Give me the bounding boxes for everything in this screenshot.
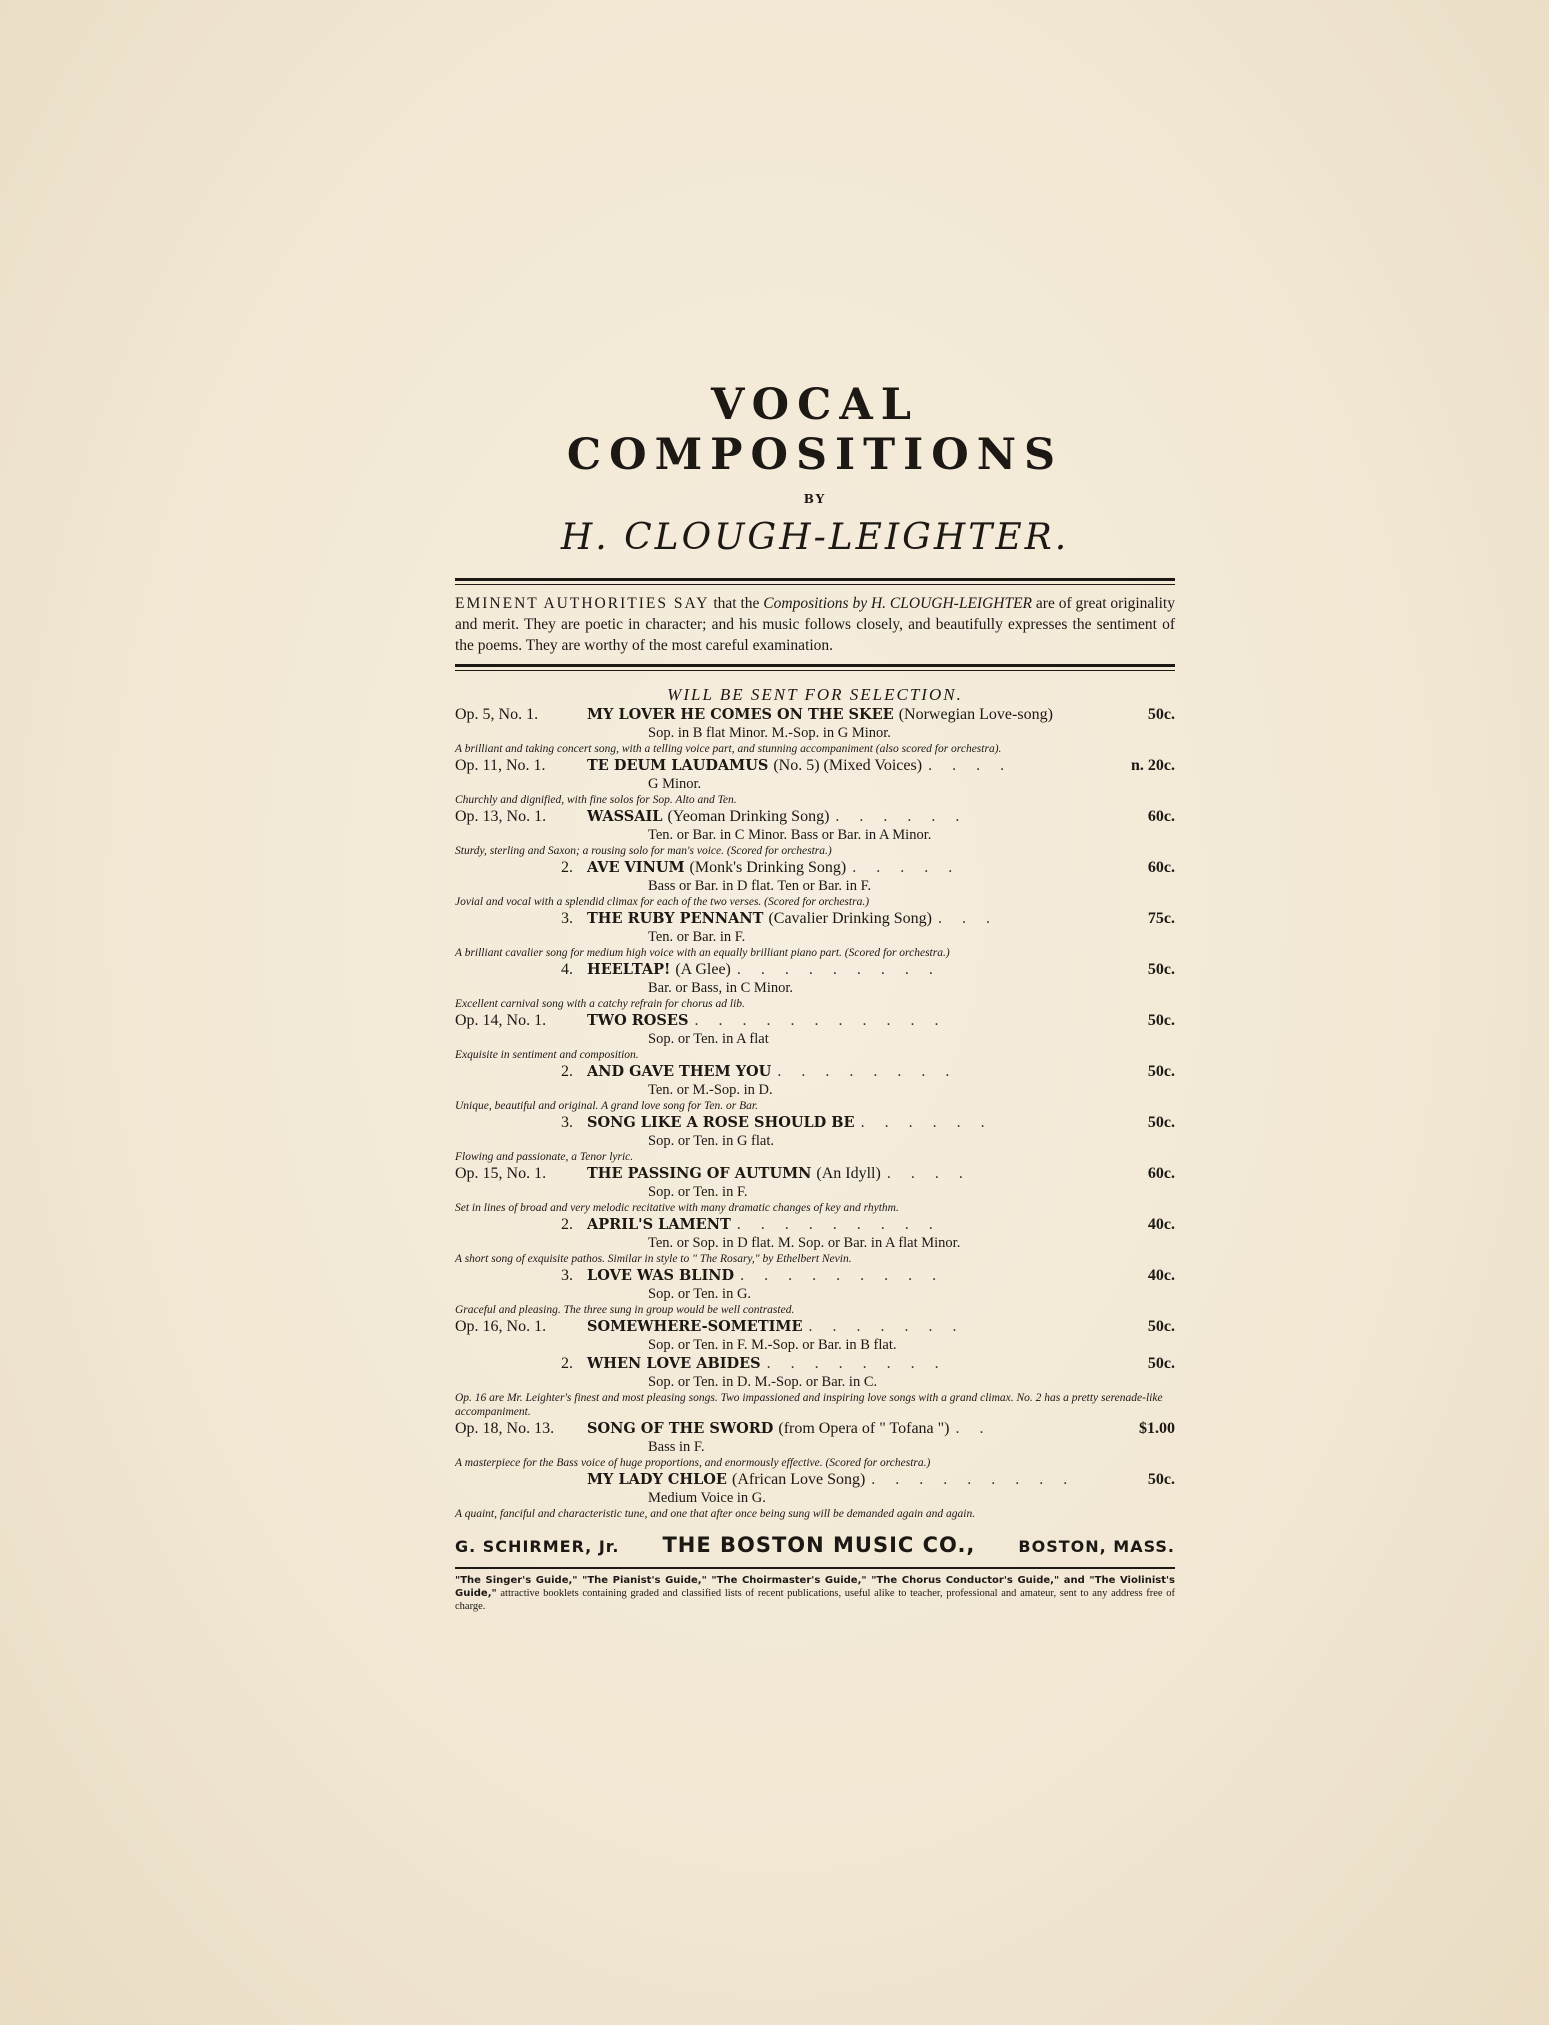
voice-keys: Sop. in B flat Minor. M.-Sop. in G Minor. xyxy=(648,725,891,741)
song-row xyxy=(455,807,1175,827)
song-row xyxy=(455,909,1175,929)
song-entry xyxy=(455,807,1175,858)
dot-leader: . . xyxy=(955,1420,992,1437)
song-price: $1.00 xyxy=(1139,1420,1175,1437)
composer-name: H. CLOUGH-LEIGHTER. xyxy=(560,517,1070,558)
song-description: Jovial and vocal with a splendid climax for each of the two verses. (Scored for orchestra.) xyxy=(455,896,870,908)
dot-leader: . . . . . . . . xyxy=(766,1355,947,1372)
song-entry xyxy=(455,1470,1175,1521)
song-price: 60c. xyxy=(1147,1165,1175,1182)
dot-leader: . . . . xyxy=(886,1165,971,1182)
song-price: 50c. xyxy=(1147,1318,1175,1335)
intro-that: that the xyxy=(709,595,764,612)
dot-leader: . . . . . . . . . . . xyxy=(694,1012,947,1029)
song-price: 40c. xyxy=(1147,1267,1175,1284)
song-title: APRIL'S LAMENT xyxy=(587,1216,731,1233)
song-description: Set in lines of broad and very melodic recitative with many dramatic changes of key and rhythm. xyxy=(455,1202,899,1214)
intro-lead: EMINENT AUTHORITIES SAY xyxy=(455,595,710,612)
opus-number: 2. xyxy=(561,859,573,876)
opus-number: 4. xyxy=(561,961,573,978)
song-row xyxy=(455,1419,1175,1439)
opus-number: 3. xyxy=(561,1114,573,1131)
dot-leader: . . . xyxy=(937,910,998,927)
voice-keys: Ten. or M.-Sop. in D. xyxy=(648,1082,773,1098)
song-entry xyxy=(455,1113,1175,1164)
song-description: Exquisite in sentiment and composition. xyxy=(455,1049,639,1061)
intro-compositions: Compositions by H. CLOUGH-LEIGHTER xyxy=(763,595,1033,612)
song-price: 40c. xyxy=(1147,1216,1175,1233)
dot-leader: . . . . . . . . . xyxy=(740,1267,945,1284)
song-description: A brilliant and taking concert song, with a telling voice part, and stunning accompaniment (also scored for orchestra). xyxy=(455,743,1002,755)
song-price: 50c. xyxy=(1147,1063,1175,1080)
song-description: Flowing and passionate, a Tenor lyric. xyxy=(455,1151,634,1163)
song-row xyxy=(455,705,1175,725)
intro-paragraph xyxy=(455,593,1175,656)
song-title: AND GAVE THEM YOU xyxy=(587,1063,772,1080)
opus-number: 3. xyxy=(561,1267,573,1284)
dot-leader: . . . . . xyxy=(852,859,961,876)
song-title: MY LOVER HE COMES ON THE SKEE xyxy=(587,706,894,723)
voice-keys: Sop. or Ten. in D. M.-Sop. or Bar. in C. xyxy=(648,1374,878,1390)
song-row xyxy=(455,1011,1175,1031)
voice-keys: Ten. or Bar. in F. xyxy=(648,929,746,945)
song-price: 60c. xyxy=(1147,859,1175,876)
song-title: THE RUBY PENNANT xyxy=(587,910,764,927)
song-description: Op. 16 are Mr. Leighter's finest and most pleasing songs. Two impassioned and inspiring love songs with a grand climax. No. 2 has a pretty serenade-like accompaniment. xyxy=(455,1392,1163,1418)
opus-number: 2. xyxy=(561,1216,573,1233)
voice-keys: Sop. or Ten. in G. xyxy=(648,1286,752,1302)
song-entry xyxy=(455,1354,1175,1419)
dot-leader: . . . . xyxy=(928,757,1013,774)
dot-leader: . . . . . . . . . xyxy=(736,1216,941,1233)
song-subtitle: (No. 5) (Mixed Voices) xyxy=(773,757,923,774)
by-label: BY xyxy=(803,492,827,506)
song-row xyxy=(455,1266,1175,1286)
song-description: Excellent carnival song with a catchy refrain for chorus ad lib. xyxy=(455,998,745,1010)
song-entry xyxy=(455,1062,1175,1113)
voice-keys: G Minor. xyxy=(648,776,702,792)
song-subtitle: (from Opera of " Tofana ") xyxy=(778,1420,950,1437)
song-subtitle: (Cavalier Drinking Song) xyxy=(768,910,932,927)
song-entry xyxy=(455,1419,1175,1470)
song-price: 50c. xyxy=(1147,961,1175,978)
song-row xyxy=(455,1062,1175,1082)
song-title: THE PASSING OF AUTUMN xyxy=(587,1165,812,1182)
opus-number: Op. 14, No. 1. xyxy=(455,1012,547,1029)
song-price: 50c. xyxy=(1147,1471,1175,1488)
song-title: SONG OF THE SWORD xyxy=(587,1420,774,1437)
dot-leader: . . . . . . . . . xyxy=(736,961,941,978)
song-subtitle: (Monk's Drinking Song) xyxy=(689,859,847,876)
song-entry xyxy=(455,1266,1175,1317)
song-description: Sturdy, sterling and Saxon; a rousing solo for man's voice. (Scored for orchestra.) xyxy=(455,845,832,857)
double-rule xyxy=(455,578,1175,585)
song-row xyxy=(455,756,1175,776)
song-entry xyxy=(455,705,1175,756)
voice-keys: Ten. or Sop. in D flat. M. Sop. or Bar. in A flat Minor. xyxy=(648,1235,961,1251)
song-subtitle: (A Glee) xyxy=(675,961,731,978)
song-title: TWO ROSES xyxy=(587,1012,689,1029)
dot-leader: . . . . . . . . . xyxy=(871,1471,1076,1488)
song-price: 60c. xyxy=(1147,808,1175,825)
song-entry xyxy=(455,1011,1175,1062)
song-row xyxy=(455,960,1175,980)
opus-number: 2. xyxy=(561,1063,573,1080)
song-row xyxy=(455,1215,1175,1235)
footer-note xyxy=(455,1574,1175,1613)
song-title: WHEN LOVE ABIDES xyxy=(587,1355,761,1372)
song-price: 50c. xyxy=(1147,706,1175,723)
publisher-schirmer: G. SCHIRMER, Jr. xyxy=(455,1537,620,1556)
dot-leader: . . . . . . . xyxy=(808,1318,965,1335)
song-row xyxy=(455,1354,1175,1374)
song-title: HEELTAP! xyxy=(587,961,671,978)
song-subtitle: (An Idyll) xyxy=(816,1165,881,1182)
song-title: TE DEUM LAUDAMUS xyxy=(587,757,769,774)
song-entry xyxy=(455,909,1175,960)
song-list xyxy=(455,705,1175,1521)
opus-number: 2. xyxy=(561,1355,573,1372)
song-entry xyxy=(455,1317,1175,1354)
song-subtitle: (Norwegian Love-song) xyxy=(898,706,1053,723)
song-entry xyxy=(455,1164,1175,1215)
song-price: 50c. xyxy=(1147,1114,1175,1131)
opus-number: Op. 13, No. 1. xyxy=(455,808,547,825)
dot-leader: . . . . . . xyxy=(860,1114,993,1131)
voice-keys: Bass or Bar. in D flat. Ten or Bar. in F. xyxy=(648,878,872,894)
publisher-boston-music: THE BOSTON MUSIC CO., xyxy=(662,1533,976,1557)
song-title: AVE VINUM xyxy=(587,859,685,876)
footer-rest: attractive booklets containing graded and classified lists of recent publications, useful alike to teacher, professional and amateur, sent to any address free of charge. xyxy=(455,1588,1175,1612)
voice-keys: Ten. or Bar. in C Minor. Bass or Bar. in A Minor. xyxy=(648,827,932,843)
song-row xyxy=(455,1113,1175,1133)
footer-rule xyxy=(455,1567,1175,1569)
dot-leader: . . . . . . xyxy=(835,808,968,825)
page-title: VOCAL COMPOSITIONS xyxy=(566,380,1064,480)
song-price: 50c. xyxy=(1147,1012,1175,1029)
song-price: 50c. xyxy=(1147,1355,1175,1372)
song-description: Churchly and dignified, with fine solos for Sop. Alto and Ten. xyxy=(455,794,737,806)
voice-keys: Bass in F. xyxy=(648,1439,705,1455)
song-price: n. 20c. xyxy=(1131,757,1175,774)
opus-number: Op. 5, No. 1. xyxy=(455,706,539,723)
song-description: Graceful and pleasing. The three sung in group would be well contrasted. xyxy=(455,1304,795,1316)
voice-keys: Sop. or Ten. in A flat xyxy=(648,1031,769,1047)
voice-keys: Sop. or Ten. in F. M.-Sop. or Bar. in B flat. xyxy=(648,1337,897,1353)
song-title: MY LADY CHLOE xyxy=(587,1471,727,1488)
dot-leader: . . . . . . . . xyxy=(777,1063,958,1080)
selection-heading: WILL BE SENT FOR SELECTION. xyxy=(667,685,963,704)
song-entry xyxy=(455,756,1175,807)
opus-number: Op. 11, No. 1. xyxy=(455,757,546,774)
opus-number: Op. 15, No. 1. xyxy=(455,1165,547,1182)
song-row xyxy=(455,858,1175,878)
intro-rest: are of great originality and merit. They are poetic in character; and his music follows closely, and beautifully expresses the sentiment of the poems. They are worthy of the most careful examination. xyxy=(455,595,1175,654)
double-rule-2 xyxy=(455,664,1175,671)
song-title: LOVE WAS BLIND xyxy=(587,1267,735,1284)
song-entry xyxy=(455,858,1175,909)
song-row xyxy=(455,1164,1175,1184)
publisher-line xyxy=(455,1533,1175,1557)
voice-keys: Sop. or Ten. in F. xyxy=(648,1184,748,1200)
song-description: A brilliant cavalier song for medium high voice with an equally brilliant piano part. (Scored for orchestra.) xyxy=(455,947,950,959)
song-subtitle: (African Love Song) xyxy=(732,1471,866,1488)
song-title: SOMEWHERE-SOMETIME xyxy=(587,1318,803,1335)
song-row xyxy=(455,1470,1175,1490)
song-description: A short song of exquisite pathos. Similar in style to " The Rosary," by Ethelbert Nevin. xyxy=(455,1253,852,1265)
song-entry xyxy=(455,1215,1175,1266)
publisher-city: BOSTON, MASS. xyxy=(1018,1537,1175,1556)
song-entry xyxy=(455,960,1175,1011)
catalog-content xyxy=(455,380,1175,1613)
opus-number: Op. 18, No. 13. xyxy=(455,1420,555,1437)
song-price: 75c. xyxy=(1147,910,1175,927)
song-title: WASSAIL xyxy=(587,808,663,825)
voice-keys: Bar. or Bass, in C Minor. xyxy=(648,980,794,996)
voice-keys: Medium Voice in G. xyxy=(648,1490,766,1506)
song-description: A masterpiece for the Bass voice of huge proportions, and enormously effective. (Scored for orchestra.) xyxy=(455,1457,931,1469)
voice-keys: Sop. or Ten. in G flat. xyxy=(648,1133,774,1149)
footer-guides: "The Singer's Guide," "The Pianist's Guide," "The Choirmaster's Guide," "The Chorus Conductor's Guide," and "The Violinist's Guide," xyxy=(455,1575,1175,1599)
opus-number: Op. 16, No. 1. xyxy=(455,1318,547,1335)
song-title: SONG LIKE A ROSE SHOULD BE xyxy=(587,1114,855,1131)
opus-number: 3. xyxy=(561,910,573,927)
song-description: A quaint, fanciful and characteristic tune, and one that after once being sung will be demanded again and again. xyxy=(455,1508,976,1520)
song-row xyxy=(455,1317,1175,1337)
song-subtitle: (Yeoman Drinking Song) xyxy=(667,808,830,825)
song-description: Unique, beautiful and original. A grand love song for Ten. or Bar. xyxy=(455,1100,758,1112)
